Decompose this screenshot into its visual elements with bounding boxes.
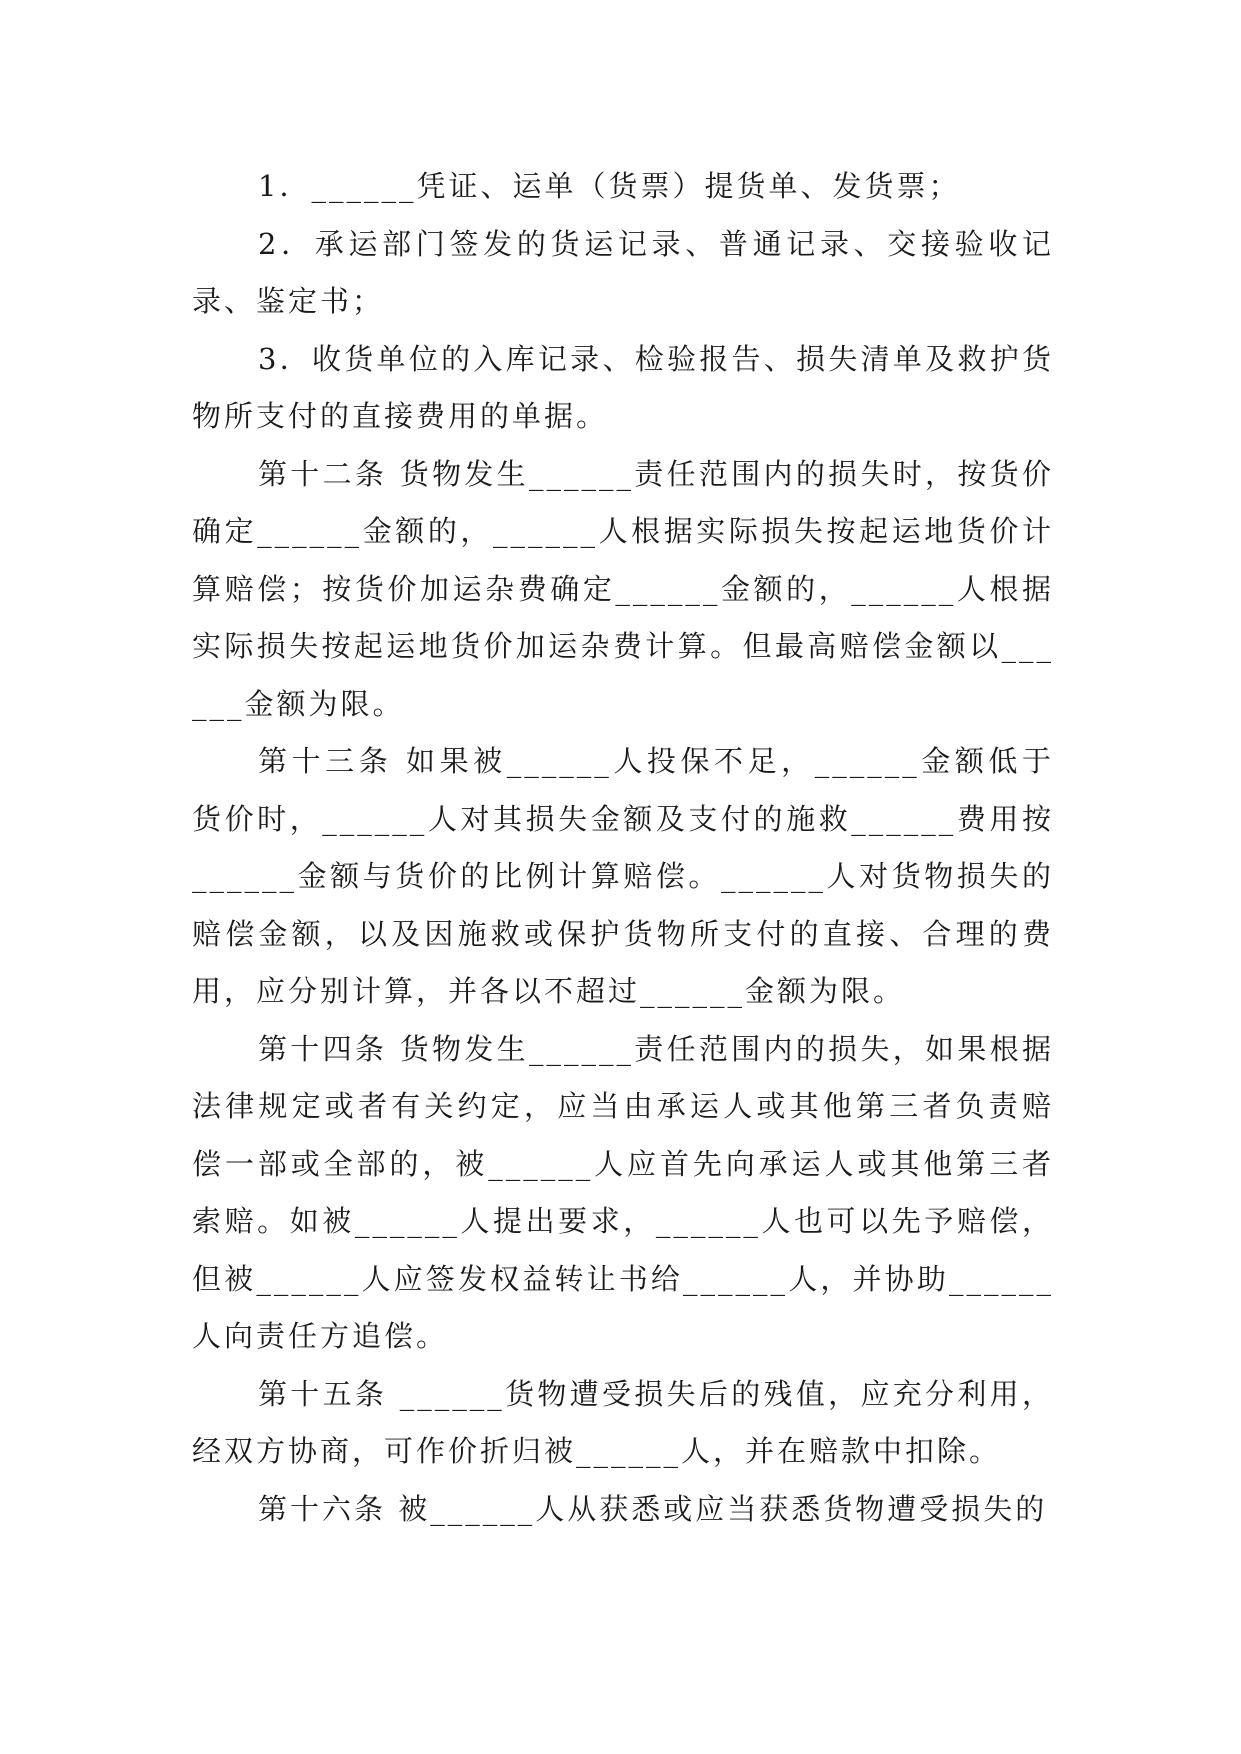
article-15-paragraph: 第十五条 ______货物遭受损失后的残值，应充分利用，经双方协商，可作价折归被______人，并在赔款中扣除。 (192, 1376, 1054, 1468)
article-13-paragraph: 第十三条 如果被______人投保不足，______金额低于货价时，______人对其损失金额及支付的施救______费用按______金额与货价的比例计算赔偿。______人对货物损失的赔偿金额，以及因施救或保护货物所支付的直接、合理的费用，应分别计算，并各以不超过______金额为限。 (192, 744, 1054, 1008)
paragraph-item-3: 3．收货单位的入库记录、检验报告、损失清单及救护货物所支付的直接费用的单据。 (192, 341, 1054, 433)
document-body (192, 158, 1054, 1538)
article-12-paragraph: 第十二条 货物发生______责任范围内的损失时，按货价确定______金额的，______人根据实际损失按起运地货价计算赔偿；按货价加运杂费确定______金额的，______人根据实际损失按起运地货价加运杂费计算。但最高赔偿金额以______金额为限。 (192, 456, 1054, 721)
article-14-paragraph: 第十四条 货物发生______责任范围内的损失，如果根据法律规定或者有关约定，应当由承运人或其他第三者负责赔偿一部或全部的，被______人应首先向承运人或其他第三者索赔。如被______人提出要求，______人也可以先予赔偿，但被______人应签发权益转让书给______人，并协助______人向责任方追偿。 (192, 1031, 1054, 1353)
article-16-paragraph: 第十六条 被______人从获悉或应当获悉货物遭受损失的 (258, 1491, 1048, 1526)
paragraph-item-1: 1．______凭证、运单（货票）提货单、发货票； (258, 169, 961, 203)
paragraph-item-2: 2．承运部门签发的货运记录、普通记录、交接验收记录、鉴定书； (192, 226, 1054, 318)
